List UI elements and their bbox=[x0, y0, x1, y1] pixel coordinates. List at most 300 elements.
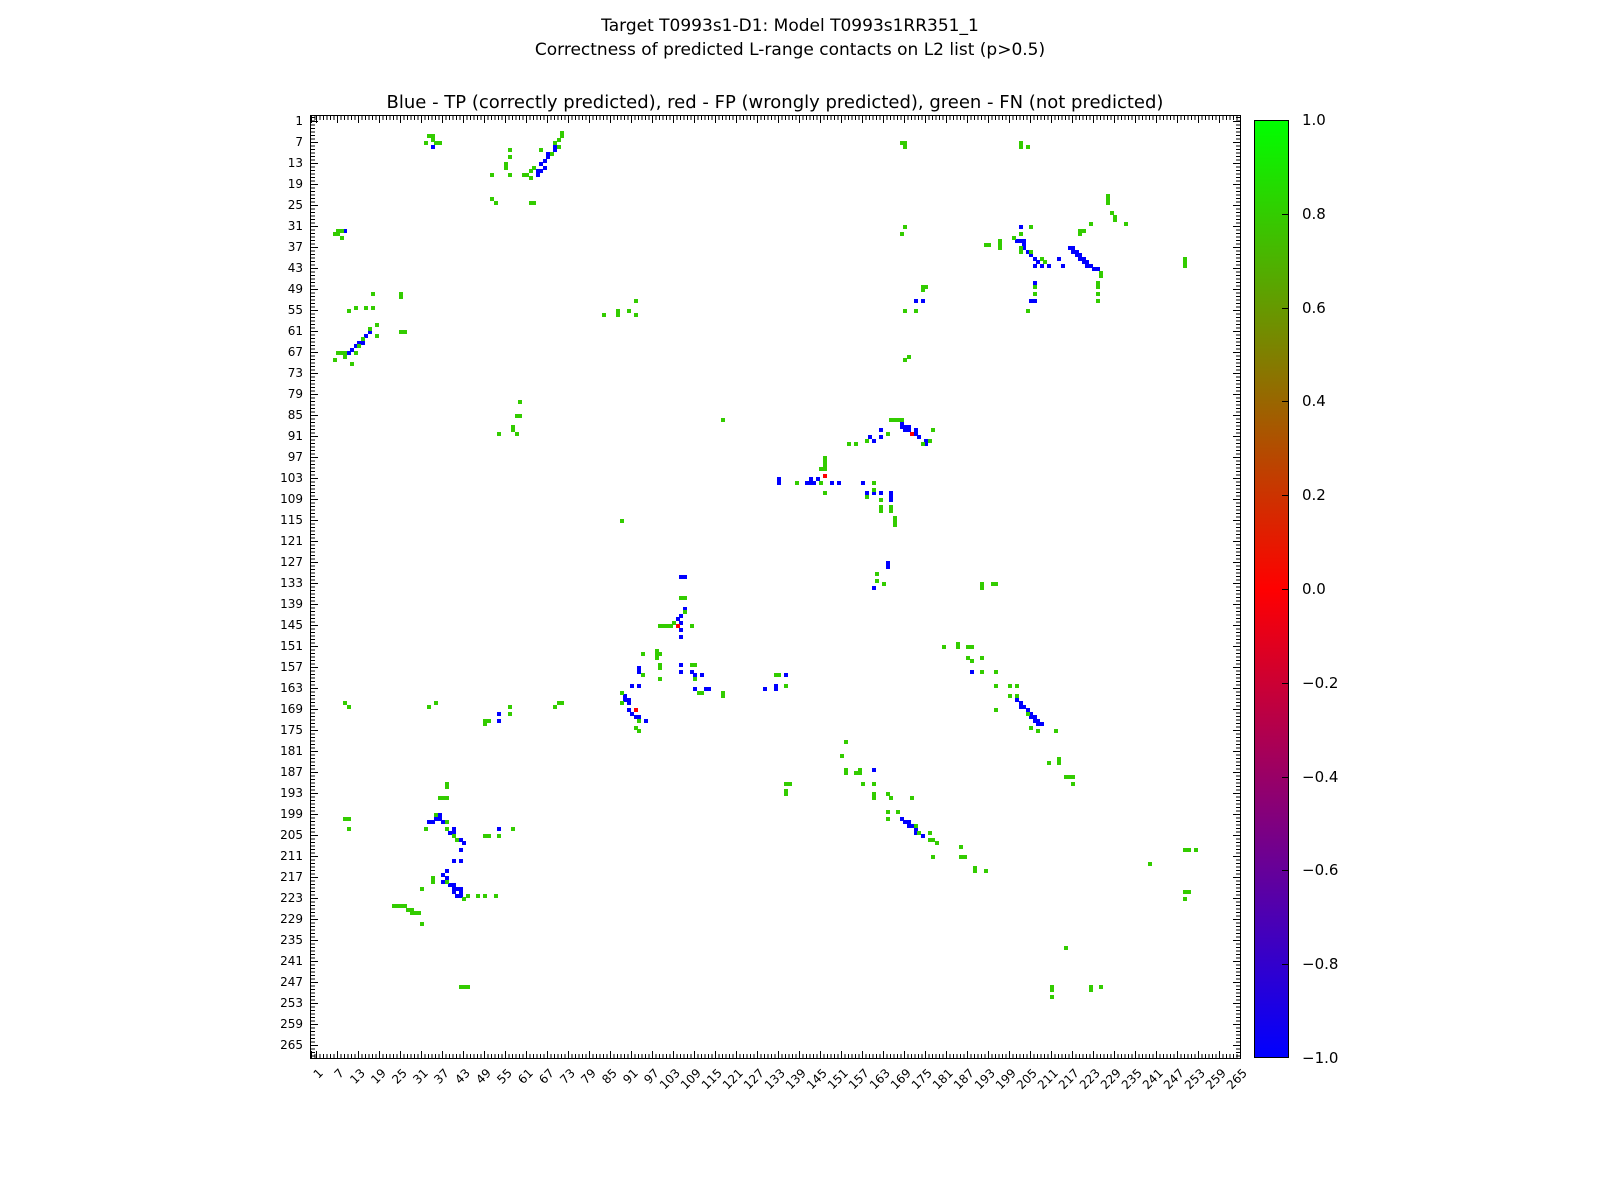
data-point-fn bbox=[931, 855, 935, 859]
x-tick-label: 175 bbox=[908, 1066, 935, 1093]
x-tick-label: 13 bbox=[347, 1066, 368, 1087]
x-tick-label: 199 bbox=[992, 1066, 1019, 1093]
data-point-tp bbox=[679, 621, 683, 625]
data-point-fn bbox=[973, 869, 977, 873]
data-point-fn bbox=[844, 740, 848, 744]
data-point-fn bbox=[924, 285, 928, 289]
data-point-fn bbox=[494, 894, 498, 898]
data-point-fn bbox=[847, 442, 851, 446]
y-tick-label: 31 bbox=[287, 219, 303, 233]
data-point-fn bbox=[889, 509, 893, 513]
data-point-tp bbox=[917, 435, 921, 439]
y-tick-label: 127 bbox=[280, 555, 303, 569]
data-point-fn bbox=[361, 337, 365, 341]
data-point-fn bbox=[347, 817, 351, 821]
data-point-fn bbox=[921, 442, 925, 446]
data-point-fn bbox=[875, 572, 879, 576]
colorbar-tick-mark bbox=[1282, 777, 1289, 778]
data-point-fn bbox=[1082, 229, 1086, 233]
data-point-fn bbox=[529, 176, 533, 180]
data-point-fn bbox=[963, 855, 967, 859]
data-point-tp bbox=[837, 481, 841, 485]
data-point-fn bbox=[683, 610, 687, 614]
data-point-fn bbox=[1026, 309, 1030, 313]
data-point-fn bbox=[910, 796, 914, 800]
data-point-fn bbox=[490, 173, 494, 177]
data-point-tp bbox=[364, 334, 368, 338]
bottom-major-ticks bbox=[311, 1051, 1240, 1058]
x-tick-label: 103 bbox=[656, 1066, 683, 1093]
y-tick-label: 211 bbox=[280, 849, 303, 863]
data-point-fn bbox=[1036, 729, 1040, 733]
data-point-fn bbox=[970, 645, 974, 649]
data-point-fn bbox=[896, 418, 900, 422]
data-point-fn bbox=[445, 820, 449, 824]
x-tick-label: 253 bbox=[1181, 1066, 1208, 1093]
data-point-fn bbox=[956, 645, 960, 649]
y-tick-label: 199 bbox=[280, 807, 303, 821]
data-point-fn bbox=[655, 656, 659, 660]
data-point-fn bbox=[882, 582, 886, 586]
data-point-fn bbox=[865, 439, 869, 443]
data-point-tp bbox=[679, 635, 683, 639]
data-point-tp bbox=[431, 820, 435, 824]
data-point-fn bbox=[998, 246, 1002, 250]
data-point-fn bbox=[403, 330, 407, 334]
data-point-fn bbox=[1012, 236, 1016, 240]
x-tick-label: 211 bbox=[1034, 1066, 1061, 1093]
data-point-tp bbox=[644, 719, 648, 723]
y-tick-label: 139 bbox=[280, 597, 303, 611]
data-point-fn bbox=[903, 358, 907, 362]
data-point-fn bbox=[487, 719, 491, 723]
data-point-tp bbox=[368, 330, 372, 334]
data-point-fn bbox=[935, 841, 939, 845]
data-point-fn bbox=[872, 481, 876, 485]
y-tick-label: 91 bbox=[287, 429, 303, 443]
data-point-fn bbox=[445, 785, 449, 789]
colorbar-tick-mark bbox=[1282, 683, 1289, 684]
data-point-fn bbox=[1096, 299, 1100, 303]
x-tick-label: 19 bbox=[368, 1066, 389, 1087]
y-tick-label: 169 bbox=[280, 702, 303, 716]
data-point-tp bbox=[872, 586, 876, 590]
data-point-fn bbox=[557, 138, 561, 142]
data-point-fn bbox=[1099, 985, 1103, 989]
data-point-tp bbox=[679, 670, 683, 674]
x-tick-label: 25 bbox=[389, 1066, 410, 1087]
data-point-tp bbox=[347, 351, 351, 355]
data-point-fn bbox=[508, 705, 512, 709]
y-tick-label: 145 bbox=[280, 618, 303, 632]
data-point-fn bbox=[1106, 201, 1110, 205]
data-point-fn bbox=[375, 334, 379, 338]
data-point-fn bbox=[476, 894, 480, 898]
data-point-fn bbox=[634, 299, 638, 303]
data-point-tp bbox=[452, 859, 456, 863]
right-minor-ticks bbox=[1236, 116, 1240, 1058]
x-tick-label: 55 bbox=[494, 1066, 515, 1087]
left-major-ticks bbox=[311, 116, 318, 1058]
data-point-tp bbox=[1047, 264, 1051, 268]
data-point-fn bbox=[907, 355, 911, 359]
y-tick-label: 229 bbox=[280, 912, 303, 926]
x-tick-label: 37 bbox=[431, 1066, 452, 1087]
data-point-fn bbox=[508, 148, 512, 152]
data-point-fn bbox=[917, 831, 921, 835]
y-tick-label: 73 bbox=[287, 366, 303, 380]
data-point-tp bbox=[497, 712, 501, 716]
data-point-tp bbox=[679, 663, 683, 667]
data-point-fp bbox=[823, 474, 827, 478]
data-point-tp bbox=[1019, 225, 1023, 229]
data-point-fn bbox=[1047, 761, 1051, 765]
data-point-fn bbox=[1078, 232, 1082, 236]
data-point-fn bbox=[354, 351, 358, 355]
data-point-fn bbox=[1096, 285, 1100, 289]
data-point-tp bbox=[630, 684, 634, 688]
y-tick-label: 49 bbox=[287, 282, 303, 296]
data-point-fn bbox=[508, 712, 512, 716]
data-point-fn bbox=[980, 670, 984, 674]
data-point-fn bbox=[504, 166, 508, 170]
data-point-fn bbox=[886, 817, 890, 821]
data-point-fn bbox=[896, 810, 900, 814]
data-point-fn bbox=[879, 509, 883, 513]
data-point-fn bbox=[371, 292, 375, 296]
data-point-tp bbox=[784, 673, 788, 677]
colorbar-tick-mark bbox=[1282, 214, 1289, 215]
data-point-fn bbox=[1113, 218, 1117, 222]
data-point-fn bbox=[539, 148, 543, 152]
data-point-fn bbox=[700, 691, 704, 695]
data-point-fn bbox=[987, 243, 991, 247]
data-point-fn bbox=[627, 309, 631, 313]
data-point-fn bbox=[970, 659, 974, 663]
data-point-fn bbox=[840, 754, 844, 758]
data-point-fn bbox=[550, 152, 554, 156]
x-tick-label: 193 bbox=[971, 1066, 998, 1093]
y-tick-label: 55 bbox=[287, 303, 303, 317]
data-point-fn bbox=[354, 306, 358, 310]
y-tick-label: 193 bbox=[280, 786, 303, 800]
data-point-fn bbox=[690, 624, 694, 628]
data-point-tp bbox=[431, 145, 435, 149]
y-tick-label: 265 bbox=[280, 1038, 303, 1052]
data-point-fn bbox=[1064, 946, 1068, 950]
y-tick-label: 13 bbox=[287, 156, 303, 170]
data-point-tp bbox=[627, 701, 631, 705]
x-tick-label: 145 bbox=[803, 1066, 830, 1093]
data-point-fn bbox=[364, 306, 368, 310]
data-point-fn bbox=[658, 666, 662, 670]
x-tick-label: 91 bbox=[620, 1066, 641, 1087]
bottom-minor-ticks bbox=[311, 1054, 1240, 1058]
x-tick-label: 121 bbox=[719, 1066, 746, 1093]
data-point-fn bbox=[721, 418, 725, 422]
data-point-fn bbox=[483, 722, 487, 726]
data-point-fn bbox=[872, 782, 876, 786]
data-point-tp bbox=[543, 166, 547, 170]
y-tick-label: 181 bbox=[280, 744, 303, 758]
data-point-fn bbox=[347, 705, 351, 709]
data-point-fn bbox=[889, 796, 893, 800]
data-point-fn bbox=[1026, 145, 1030, 149]
x-tick-label: 73 bbox=[557, 1066, 578, 1087]
data-point-tp bbox=[879, 428, 883, 432]
data-point-fn bbox=[641, 673, 645, 677]
data-point-fn bbox=[431, 880, 435, 884]
y-tick-label: 187 bbox=[280, 765, 303, 779]
data-point-fn bbox=[602, 313, 606, 317]
data-point-fn bbox=[620, 519, 624, 523]
data-point-fn bbox=[872, 488, 876, 492]
data-point-fn bbox=[399, 295, 403, 299]
data-point-fn bbox=[1029, 250, 1033, 254]
y-tick-label: 25 bbox=[287, 198, 303, 212]
y-tick-label: 205 bbox=[280, 828, 303, 842]
x-tick-label: 67 bbox=[536, 1066, 557, 1087]
data-point-tp bbox=[872, 491, 876, 495]
data-point-fn bbox=[784, 792, 788, 796]
data-point-fn bbox=[886, 810, 890, 814]
colorbar-tick-mark bbox=[1282, 870, 1289, 871]
y-tick-label: 43 bbox=[287, 261, 303, 275]
x-tick-label: 205 bbox=[1013, 1066, 1040, 1093]
y-tick-label: 253 bbox=[280, 996, 303, 1010]
data-point-fn bbox=[788, 782, 792, 786]
data-point-fn bbox=[823, 491, 827, 495]
data-point-tp bbox=[777, 481, 781, 485]
data-point-tp bbox=[861, 481, 865, 485]
x-tick-label: 247 bbox=[1160, 1066, 1187, 1093]
data-point-fn bbox=[417, 911, 421, 915]
x-tick-label: 187 bbox=[950, 1066, 977, 1093]
data-point-fn bbox=[1015, 694, 1019, 698]
data-point-fn bbox=[424, 827, 428, 831]
y-tick-label: 175 bbox=[280, 723, 303, 737]
data-point-fn bbox=[343, 355, 347, 359]
data-point-fn bbox=[994, 670, 998, 674]
plot-area bbox=[310, 115, 1241, 1059]
data-point-tp bbox=[637, 684, 641, 688]
data-point-fn bbox=[1187, 890, 1191, 894]
data-point-fn bbox=[928, 439, 932, 443]
colorbar-tick-label: 0.6 bbox=[1302, 298, 1326, 317]
right-major-ticks bbox=[1233, 116, 1240, 1058]
data-point-tp bbox=[497, 719, 501, 723]
colorbar-tick-mark bbox=[1282, 964, 1289, 965]
colorbar-tick-label: 0.8 bbox=[1302, 204, 1326, 223]
x-tick-label: 7 bbox=[331, 1066, 347, 1082]
data-point-fn bbox=[522, 173, 526, 177]
data-point-tp bbox=[343, 229, 347, 233]
data-point-fn bbox=[658, 677, 662, 681]
y-tick-label: 79 bbox=[287, 387, 303, 401]
colorbar-tick-label: −1.0 bbox=[1302, 1049, 1339, 1067]
data-point-tp bbox=[1040, 722, 1044, 726]
data-point-fn bbox=[340, 229, 344, 233]
data-point-fn bbox=[357, 344, 361, 348]
y-tick-label: 217 bbox=[280, 870, 303, 884]
data-point-fn bbox=[641, 652, 645, 656]
x-tick-label: 115 bbox=[698, 1066, 725, 1093]
data-point-tp bbox=[1033, 264, 1037, 268]
y-tick-label: 85 bbox=[287, 408, 303, 422]
data-point-fn bbox=[693, 663, 697, 667]
data-point-fn bbox=[424, 141, 428, 145]
data-point-fn bbox=[875, 579, 879, 583]
y-tick-label: 235 bbox=[280, 933, 303, 947]
data-point-fn bbox=[529, 169, 533, 173]
figure-title-line2: Correctness of predicted L-range contacts on L2 list (p>0.5) bbox=[534, 40, 1046, 60]
x-tick-label: 229 bbox=[1097, 1066, 1124, 1093]
x-tick-label: 169 bbox=[887, 1066, 914, 1093]
data-point-tp bbox=[812, 481, 816, 485]
data-point-fn bbox=[1033, 285, 1037, 289]
y-tick-label: 151 bbox=[280, 639, 303, 653]
data-point-fn bbox=[900, 232, 904, 236]
data-point-fn bbox=[515, 432, 519, 436]
data-point-fn bbox=[1183, 264, 1187, 268]
data-point-fn bbox=[865, 495, 869, 499]
colorbar-tick-label: 0.2 bbox=[1302, 486, 1326, 505]
y-tick-label: 109 bbox=[280, 492, 303, 506]
data-point-fp bbox=[634, 708, 638, 712]
data-point-fn bbox=[333, 358, 337, 362]
data-point-tp bbox=[539, 169, 543, 173]
y-tick-label: 103 bbox=[280, 471, 303, 485]
colorbar-tick-label: −0.2 bbox=[1302, 673, 1339, 692]
data-point-tp bbox=[679, 614, 683, 618]
x-tick-label: 235 bbox=[1118, 1066, 1145, 1093]
top-minor-ticks bbox=[311, 116, 1240, 120]
y-tick-label: 223 bbox=[280, 891, 303, 905]
data-point-fn bbox=[1124, 222, 1128, 226]
x-tick-label: 49 bbox=[473, 1066, 494, 1087]
data-point-fn bbox=[903, 225, 907, 229]
x-tick-label: 31 bbox=[410, 1066, 431, 1087]
y-tick-label: 259 bbox=[280, 1017, 303, 1031]
data-point-tp bbox=[546, 155, 550, 159]
x-tick-label: 1 bbox=[310, 1066, 326, 1082]
data-point-fn bbox=[371, 306, 375, 310]
y-tick-label: 157 bbox=[280, 660, 303, 674]
data-point-fn bbox=[445, 880, 449, 884]
data-point-fn bbox=[1148, 862, 1152, 866]
data-point-fn bbox=[784, 684, 788, 688]
x-tick-label: 217 bbox=[1055, 1066, 1082, 1093]
data-point-fn bbox=[823, 467, 827, 471]
x-tick-label: 133 bbox=[761, 1066, 788, 1093]
x-tick-label: 79 bbox=[578, 1066, 599, 1087]
data-point-fn bbox=[1008, 694, 1012, 698]
data-point-fn bbox=[1019, 250, 1023, 254]
data-point-fn bbox=[427, 705, 431, 709]
data-point-tp bbox=[553, 148, 557, 152]
data-point-fn bbox=[959, 845, 963, 849]
data-point-fn bbox=[483, 894, 487, 898]
data-point-fn bbox=[854, 442, 858, 446]
colorbar-tick-mark bbox=[1282, 308, 1289, 309]
data-point-tp bbox=[921, 834, 925, 838]
data-point-fn bbox=[886, 432, 890, 436]
y-tick-label: 121 bbox=[280, 534, 303, 548]
data-point-fn bbox=[1099, 274, 1103, 278]
data-point-fn bbox=[1019, 145, 1023, 149]
x-tick-label: 241 bbox=[1139, 1066, 1166, 1093]
data-point-fn bbox=[497, 432, 501, 436]
colorbar-tick-label: −0.4 bbox=[1302, 767, 1339, 786]
data-point-fn bbox=[861, 782, 865, 786]
data-point-fn bbox=[903, 309, 907, 313]
data-point-tp bbox=[1040, 264, 1044, 268]
data-point-fn bbox=[994, 684, 998, 688]
data-point-fn bbox=[777, 673, 781, 677]
x-tick-label: 139 bbox=[782, 1066, 809, 1093]
data-point-fn bbox=[1187, 848, 1191, 852]
x-tick-label: 151 bbox=[824, 1066, 851, 1093]
data-point-fn bbox=[914, 309, 918, 313]
y-tick-label: 1 bbox=[295, 114, 303, 128]
data-point-fn bbox=[980, 656, 984, 660]
data-point-tp bbox=[543, 159, 547, 163]
data-point-tp bbox=[683, 575, 687, 579]
data-point-fn bbox=[1043, 260, 1047, 264]
data-point-fn bbox=[466, 985, 470, 989]
data-point-fn bbox=[1071, 775, 1075, 779]
colorbar-tick-label: −0.8 bbox=[1302, 955, 1339, 974]
data-point-fn bbox=[616, 313, 620, 317]
data-point-fn bbox=[1089, 222, 1093, 226]
data-point-fn bbox=[1183, 897, 1187, 901]
data-point-fn bbox=[368, 327, 372, 331]
data-point-fn bbox=[1019, 232, 1023, 236]
data-point-fn bbox=[1026, 712, 1030, 716]
data-point-fn bbox=[1194, 848, 1198, 852]
data-point-tp bbox=[914, 299, 918, 303]
data-point-tp bbox=[774, 687, 778, 691]
data-point-tp bbox=[872, 768, 876, 772]
data-point-fn bbox=[340, 236, 344, 240]
data-point-tp bbox=[921, 299, 925, 303]
colorbar-tick-mark bbox=[1282, 589, 1289, 590]
data-point-fn bbox=[620, 691, 624, 695]
data-point-fp bbox=[910, 432, 914, 436]
data-point-fn bbox=[928, 831, 932, 835]
data-point-tp bbox=[462, 841, 466, 845]
data-point-fn bbox=[508, 173, 512, 177]
colorbar-tick-label: 0.4 bbox=[1302, 392, 1326, 411]
data-point-fn bbox=[434, 701, 438, 705]
y-tick-label: 247 bbox=[280, 975, 303, 989]
data-point-fn bbox=[518, 400, 522, 404]
data-point-fn bbox=[445, 796, 449, 800]
data-point-tp bbox=[445, 869, 449, 873]
data-point-fn bbox=[921, 288, 925, 292]
data-point-fn bbox=[879, 498, 883, 502]
y-tick-label: 241 bbox=[280, 954, 303, 968]
data-point-fn bbox=[1071, 782, 1075, 786]
data-point-fn bbox=[844, 771, 848, 775]
colorbar-tick-mark bbox=[1282, 401, 1289, 402]
data-point-tp bbox=[889, 498, 893, 502]
data-point-fn bbox=[420, 922, 424, 926]
data-point-tp bbox=[679, 628, 683, 632]
data-point-fn bbox=[942, 645, 946, 649]
data-point-fn bbox=[637, 719, 641, 723]
x-tick-label: 85 bbox=[599, 1066, 620, 1087]
